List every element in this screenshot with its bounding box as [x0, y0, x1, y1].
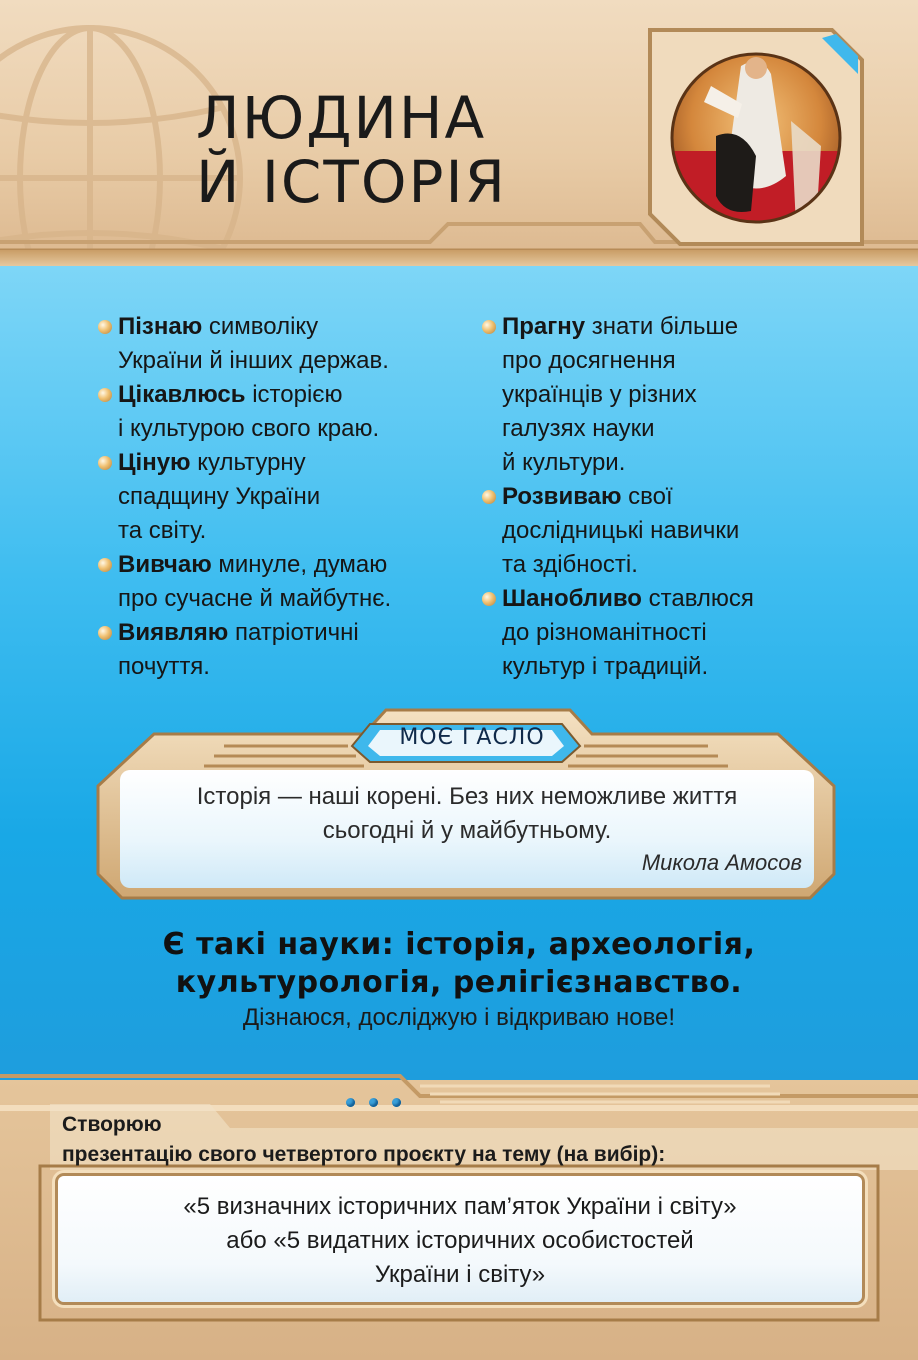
motto-quote: [120, 780, 814, 848]
goal-text: свої: [621, 483, 673, 510]
goal-text: спадщину України: [118, 483, 321, 510]
goal-verb: Ціную: [118, 449, 191, 476]
goal-verb: Цікавлюсь: [118, 381, 246, 408]
project-option-line: «5 визначних історичних пам’яток України і світу»: [183, 1193, 737, 1220]
motto-label: МОЄ ГАСЛО: [399, 725, 545, 750]
motto-author: Микола Амосов: [641, 850, 802, 875]
motto-quote-line: сьогодні й у майбутньому.: [322, 817, 612, 844]
goal-verb: Прагну: [502, 313, 586, 340]
goal-verb: Шанобливо: [502, 585, 642, 612]
goal-text: дослідницькі навички: [502, 517, 740, 544]
project-heading-line: Створюю: [62, 1113, 162, 1136]
discover-text: Дізнаюся, досліджую і відкриваю нове!: [242, 1004, 676, 1031]
goal-verb: Вивчаю: [118, 551, 212, 578]
project-heading-line: презентацію свого четвертого проєкту на тему (на вибір):: [62, 1143, 666, 1166]
bullet-icon: [98, 558, 112, 572]
goal-text: про досягнення: [502, 347, 676, 374]
goal-text: України й інших держав.: [118, 347, 389, 374]
goal-text: культур і традицій.: [502, 653, 709, 680]
goal-item: [482, 480, 832, 582]
bullet-icon: [482, 490, 496, 504]
project-dots: [346, 1098, 401, 1107]
bullet-icon: [482, 320, 496, 334]
goal-text: знати більше: [585, 313, 739, 340]
goal-item: [98, 378, 458, 446]
goal-text: символіку: [202, 313, 319, 340]
goal-text: та світу.: [118, 517, 207, 544]
goal-item: [482, 582, 832, 684]
goal-item: [98, 446, 458, 548]
goal-text: культурну: [190, 449, 306, 476]
goal-verb: Розвиваю: [502, 483, 622, 510]
bullet-icon: [98, 320, 112, 334]
sciences-line: Є такі науки: історія, археологія,: [162, 927, 756, 962]
history-muse-image: [646, 26, 866, 248]
goal-text: й культури.: [502, 449, 626, 476]
goal-item: [98, 548, 458, 616]
project-option-line: України і світу»: [374, 1261, 546, 1288]
motto-quote-line: Історія — наші корені. Без них неможливе життя: [196, 783, 738, 810]
goal-verb: Виявляю: [118, 619, 229, 646]
goal-text: почуття.: [118, 653, 210, 680]
title-line-1: ЛЮДИНА: [196, 84, 487, 152]
goal-text: і культурою свого краю.: [118, 415, 380, 442]
project-options: [58, 1190, 862, 1292]
goal-text: до різноманітності: [502, 619, 707, 646]
goal-text: патріотичні: [228, 619, 359, 646]
bullet-icon: [98, 388, 112, 402]
dot-icon: [392, 1098, 401, 1107]
goals-left-column: [98, 310, 458, 684]
goal-text: історією: [245, 381, 343, 408]
goal-item: [98, 616, 458, 684]
goal-text: ставлюся: [641, 585, 754, 612]
goal-text: минуле, думаю: [211, 551, 388, 578]
bullet-icon: [98, 456, 112, 470]
dot-icon: [369, 1098, 378, 1107]
sciences-line: культурологія, релігієзнавство.: [175, 965, 743, 1000]
goals-right-column: [482, 310, 832, 684]
goal-verb: Пізнаю: [118, 313, 203, 340]
title-line-2: Й ІСТОРІЯ: [196, 148, 507, 216]
bullet-icon: [98, 626, 112, 640]
goal-item: [98, 310, 458, 378]
goal-text: про сучасне й майбутнє.: [118, 585, 392, 612]
dot-icon: [346, 1098, 355, 1107]
project-option-line: або «5 видатних історичних особистостей: [226, 1227, 694, 1254]
goal-text: та здібності.: [502, 551, 638, 578]
project-heading: [62, 1110, 665, 1170]
goal-text: галузях науки: [502, 415, 655, 442]
goal-item: [482, 310, 832, 480]
sciences-heading: [0, 926, 918, 1002]
bullet-icon: [482, 592, 496, 606]
goal-text: українців у різних: [502, 381, 697, 408]
page-title: [196, 86, 507, 214]
